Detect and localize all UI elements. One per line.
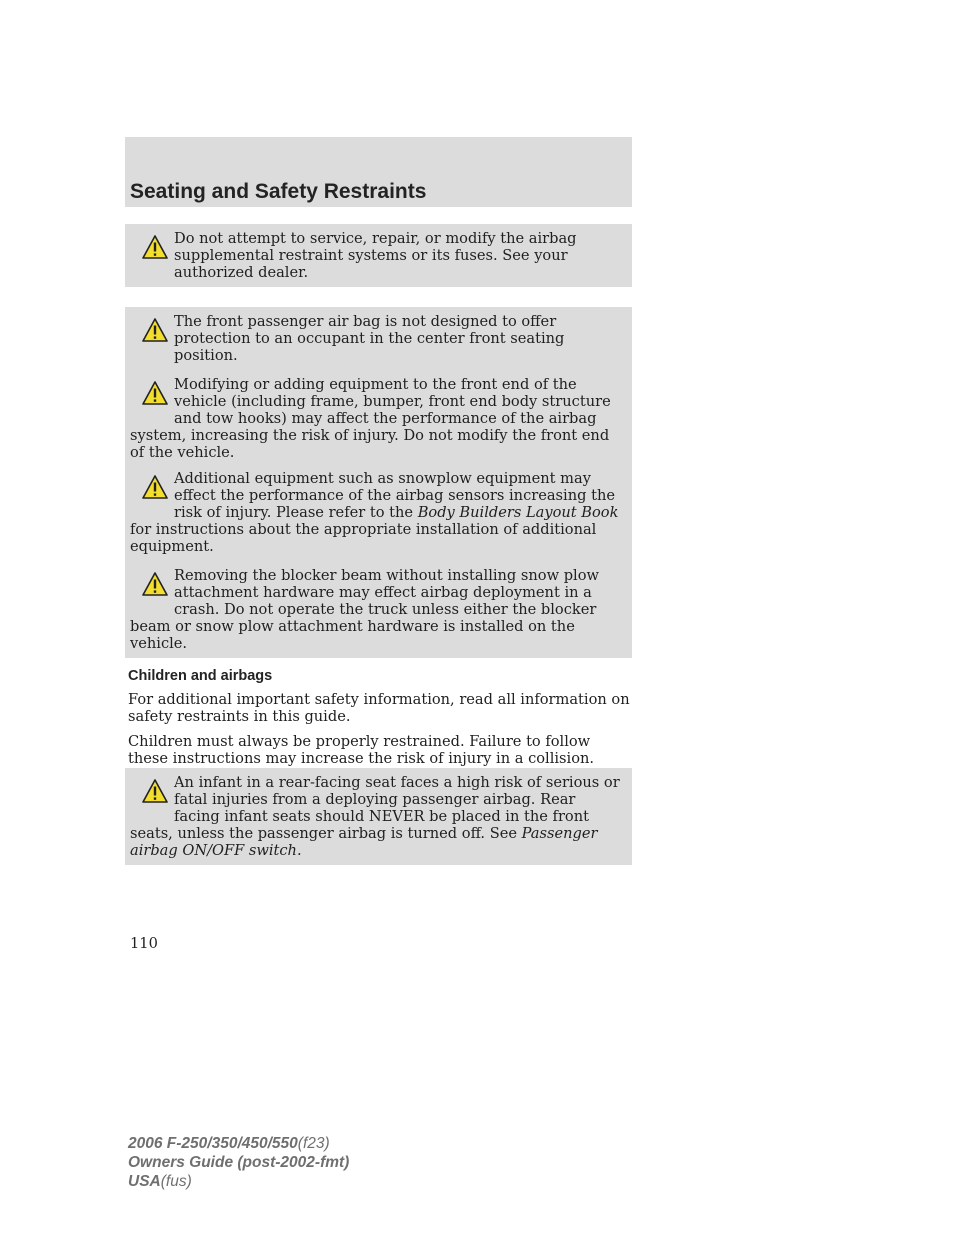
warning-box-blocker-beam <box>125 561 632 658</box>
paragraph: Children must always be properly restrained. Failure to follow these instructions may increase the risk of injury in a collision. <box>128 733 595 767</box>
warning-box-service <box>125 224 632 287</box>
footer-guide: Owners Guide (post-2002-fmt) <box>128 1154 350 1171</box>
warning-triangle-icon <box>130 234 174 268</box>
warning-box-front-end <box>125 370 632 467</box>
footer-market: USA <box>128 1173 161 1190</box>
page-number: 110 <box>130 935 158 952</box>
section-title: Seating and Safety Restraints <box>130 180 427 203</box>
warning-box-center-seat <box>125 307 632 370</box>
warning-box-snowplow-equipment <box>125 464 632 561</box>
footer-model: 2006 F-250/350/450/550 <box>128 1135 298 1152</box>
warning-triangle-icon <box>130 317 174 351</box>
warning-text: Do not attempt to service, repair, or modify the airbag supplemental restraint systems or its fuses. See your authorized dealer. <box>174 230 577 281</box>
warning-triangle-icon <box>130 380 174 414</box>
footer-market-code: (fus) <box>160 1173 192 1190</box>
paragraph: For additional important safety information, read all information on safety restraints in this guide. <box>128 691 630 725</box>
warning-triangle-icon <box>130 474 174 508</box>
warning-text: Modifying or adding equipment to the front end of the vehicle (including frame, bumper, front end body structure and tow hooks) may affect the performance of the airbag system, increasing the risk of injury. Do not modify the front end of the vehicle. <box>130 376 611 461</box>
switch-reference: Passenger airbag ON/OFF switch. <box>130 825 598 859</box>
warning-text: The front passenger air bag is not designed to offer protection to an occupant in the center front seating position. <box>174 313 565 364</box>
warning-text: Removing the blocker beam without installing snow plow attachment hardware may effect airbag deployment in a crash. Do not operate the truck unless either the blocker beam or snow plow attachment hardware is installed on the vehicle. <box>130 567 600 652</box>
warning-triangle-icon <box>130 571 174 605</box>
warning-box-infant-seat <box>125 768 632 865</box>
warning-text: Additional equipment such as snowplow equipment may effect the performance of the airbag sensors increasing the risk of injury. Please refer to the Body Builders Layout Book for instructions about the appropriate installation of additional equipment. <box>130 470 619 555</box>
subheading: Children and airbags <box>128 668 273 684</box>
footer-model-code: (f23) <box>297 1135 330 1152</box>
document-footer <box>128 1134 349 1191</box>
book-reference: Body Builders Layout Book <box>417 504 619 521</box>
warning-text: An infant in a rear-facing seat faces a high risk of serious or fatal injuries from a deploying passenger airbag. Rear facing infant seats should NEVER be placed in the front seats, unless the passenger airbag is turned off. See Passenger airbag ON/OFF switch. <box>130 774 620 859</box>
warning-triangle-icon <box>130 778 174 812</box>
